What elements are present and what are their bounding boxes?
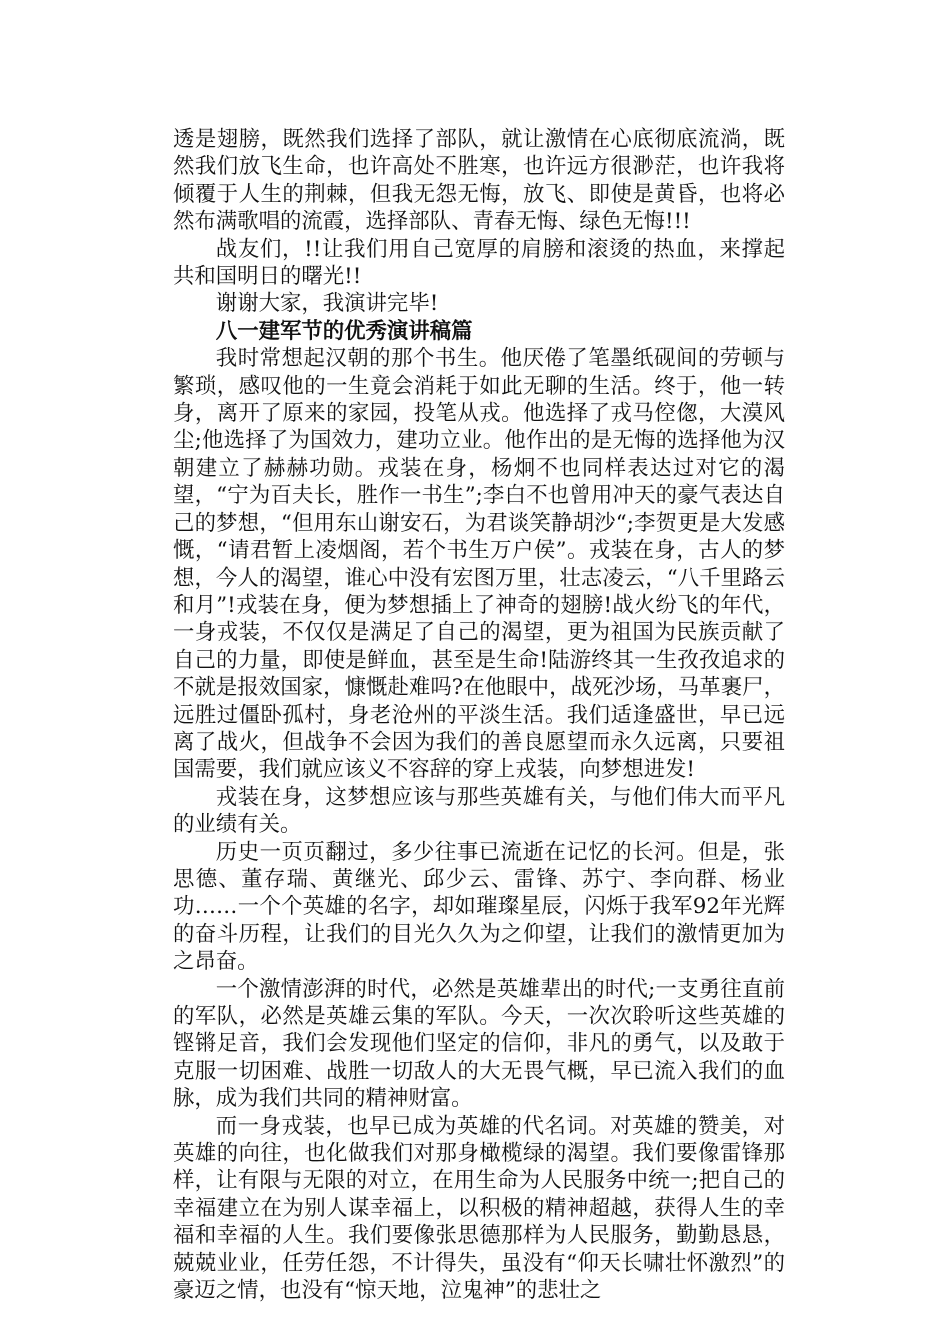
paragraph-body: 而一身戎装，也早已成为英雄的代名词。对英雄的赞美，对英雄的向往，也化做我们对那身橄榄绿的渴望。我们要像雷锋那样，让有限与无限的对立，在用生命为人民服务中统一;把自己的幸福建立在为别人谋幸福上，以积极的精神超越，获得人生的幸福和幸福的人生。我们要像张思德那样为人民服务，勤勤恳恳，兢兢业业，任劳任怨，不计得失，虽没有“仰天长啸壮怀激烈”的豪迈之情，也没有“惊天地，泣鬼神”的悲壮之 — [173, 1113, 785, 1304]
paragraph-body: 一个激情澎湃的时代，必然是英雄辈出的时代;一支勇往直前的军队，必然是英雄云集的军队。今天，一次次聆听这些英雄的铿锵足音，我们会发现他们坚定的信仰，非凡的勇气，以及敢于克服一切困难、战胜一切敌人的大无畏气概，早已流入我们的血脉，成为我们共同的精神财富。 — [173, 976, 785, 1112]
paragraph-comrades: 战友们，!!让我们用自己宽厚的肩膀和滚烫的热血，来撑起共和国明日的曙光!! — [173, 236, 785, 290]
paragraph-body: 我时常想起汉朝的那个书生。他厌倦了笔墨纸砚间的劳顿与繁琐，感叹他的一生竟会消耗于如此无聊的生活。终于，他一转身，离开了原来的家园，投笔从戎。他选择了戎马倥偬，大漠风尘;他选择了为国效力，建功立业。他作出的是无悔的选择他为汉朝建立了赫赫功勋。戎装在身，杨炯不也同样表达过对它的渴望，“宁为百夫长，胜作一书生”;李白不也曾用冲天的豪气表达自己的梦想，“但用东山谢安石，为君谈笑静胡沙“;李贺更是大发感慨，“请君暂上凌烟阁，若个书生万户侯”。戎装在身，古人的梦想，今人的渴望，谁心中没有宏图万里，壮志凌云，“八千里路云和月”!戎装在身，便为梦想插上了神奇的翅膀!战火纷飞的年代，一身戎装，不仅仅是满足了自己的渴望，更为祖国为民族贡献了自己的力量，即使是鲜血，甚至是生命!陆游终其一生孜孜追求的不就是报效国家，慷慨赴难吗?在他眼中，战死沙场，马革裹尸，远胜过僵卧孤村，身老沧州的平淡生活。我们适逢盛世，早已远离了战火，但战争不会因为我们的善良愿望而永久远离，只要祖国需要，我们就应该义不容辞的穿上戎装，向梦想进发! — [173, 346, 785, 783]
paragraph-continuation: 透是翅膀，既然我们选择了部队，就让激情在心底彻底流淌，既然我们放飞生命，也许高处不胜寒，也许远方很渺茫，也许我将倾覆于人生的荆棘，但我无怨无悔，放飞、即使是黄昏，也将必然布满歌唱的流霞，选择部队、青春无悔、绿色无悔!!! — [173, 127, 785, 235]
section-heading: 八一建军节的优秀演讲稿篇 — [215, 318, 473, 344]
document-body — [173, 126, 785, 1304]
paragraph-body: 历史一页页翻过，多少往事已流逝在记忆的长河。但是，张思德、董存瑞、黄继光、邱少云、雷锋、苏宁、李向群、杨业功……一个个英雄的名字，却如璀璨星辰，闪烁于我军92年光辉的奋斗历程，让我们的目光久久为之仰望，让我们的激情更加为之昂奋。 — [173, 839, 785, 975]
paragraph-body: 戎装在身，这梦想应该与那些英雄有关，与他们伟大而平凡的业绩有关。 — [173, 784, 785, 838]
paragraph-thanks: 谢谢大家，我演讲完毕! — [215, 291, 439, 317]
